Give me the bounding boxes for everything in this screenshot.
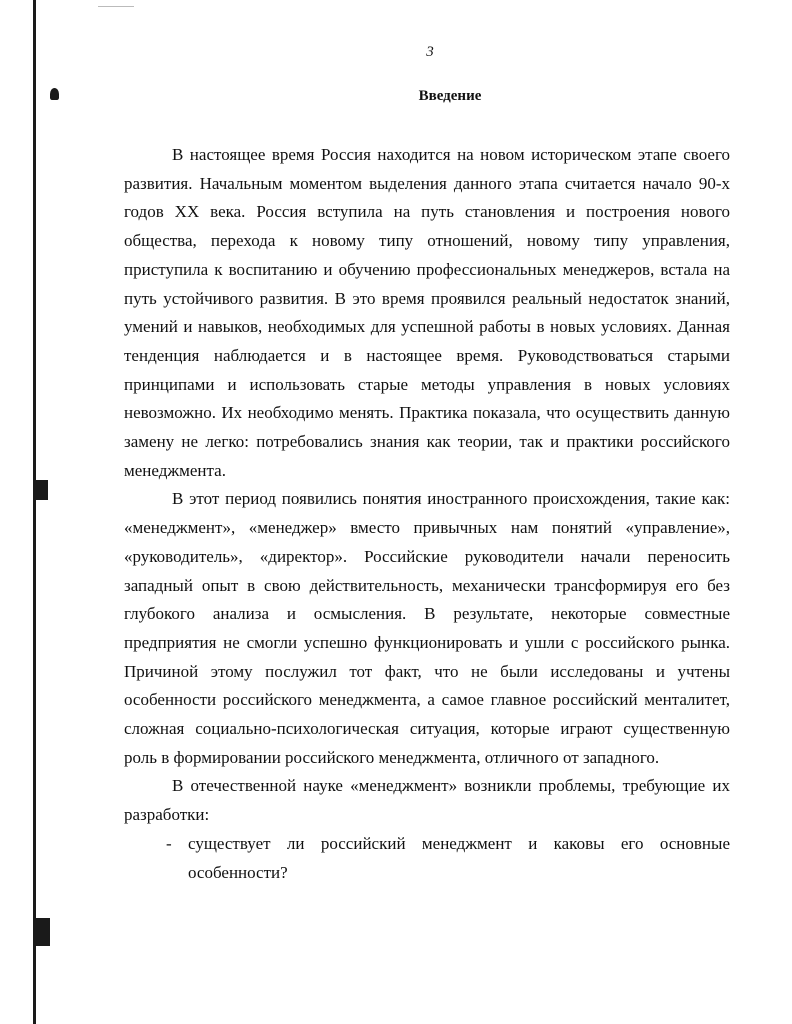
- paragraph: В настоящее время Россия находится на новом историческом этапе своего развития. Начальным моментом выделения данного этапа считается начало 90-х годов XX века. Россия вступила на путь становления и построения нового общества, перехода к новому типу отношений, новому типу управления, приступила к воспитанию и обучению профессиональных менеджеров, встала на путь устойчивого развития. В это время проявился реальный недостаток знаний, умений и навыков, необходимых для успешной работы в новых условиях. Данная тенденция наблюдается и в настоящее время. Руководствоваться старыми принципами и использовать старые методы управления в новых условиях невозможно. Их необходимо менять. Практика показала, что осуществить данную замену не легко: потребовались знания как теории, так и практики российского менеджмента.: [124, 145, 730, 480]
- scan-artifact-line: [98, 6, 134, 7]
- scan-left-edge: [33, 0, 36, 1024]
- section-heading: Введение: [418, 88, 482, 104]
- document-body: [124, 141, 730, 887]
- scan-artifact-mark: [36, 480, 48, 500]
- list-item: [124, 830, 730, 887]
- page-number: 3: [426, 44, 434, 60]
- scan-artifact-mark: [36, 918, 50, 946]
- list-item-text: существует ли российский менеджмент и каковы его основные особенности?: [188, 833, 730, 882]
- list-marker: -: [166, 833, 172, 853]
- paragraph: В отечественной науке «менеджмент» возникли проблемы, требующие их разработки:: [124, 776, 730, 825]
- paragraph: В этот период появились понятия иностранного происхождения, такие как: «менеджмент», «менеджер» вместо привычных нам понятий «управление», «руководитель», «директор». Российские руководители начали переносить западный опыт в свою действительность, механически трансформируя его без глубокого анализа и осмысления. В результате, некоторые совместные предприятия не смогли успешно функционировать и ушли с российского рынка. Причиной этому послужил тот факт, что не были исследованы и учтены особенности российского менеджмента, а самое главное российский менталитет, сложная социально-психологическая ситуация, которые играют существенную роль в формировании российского менеджмента, отличного от западного.: [124, 489, 730, 767]
